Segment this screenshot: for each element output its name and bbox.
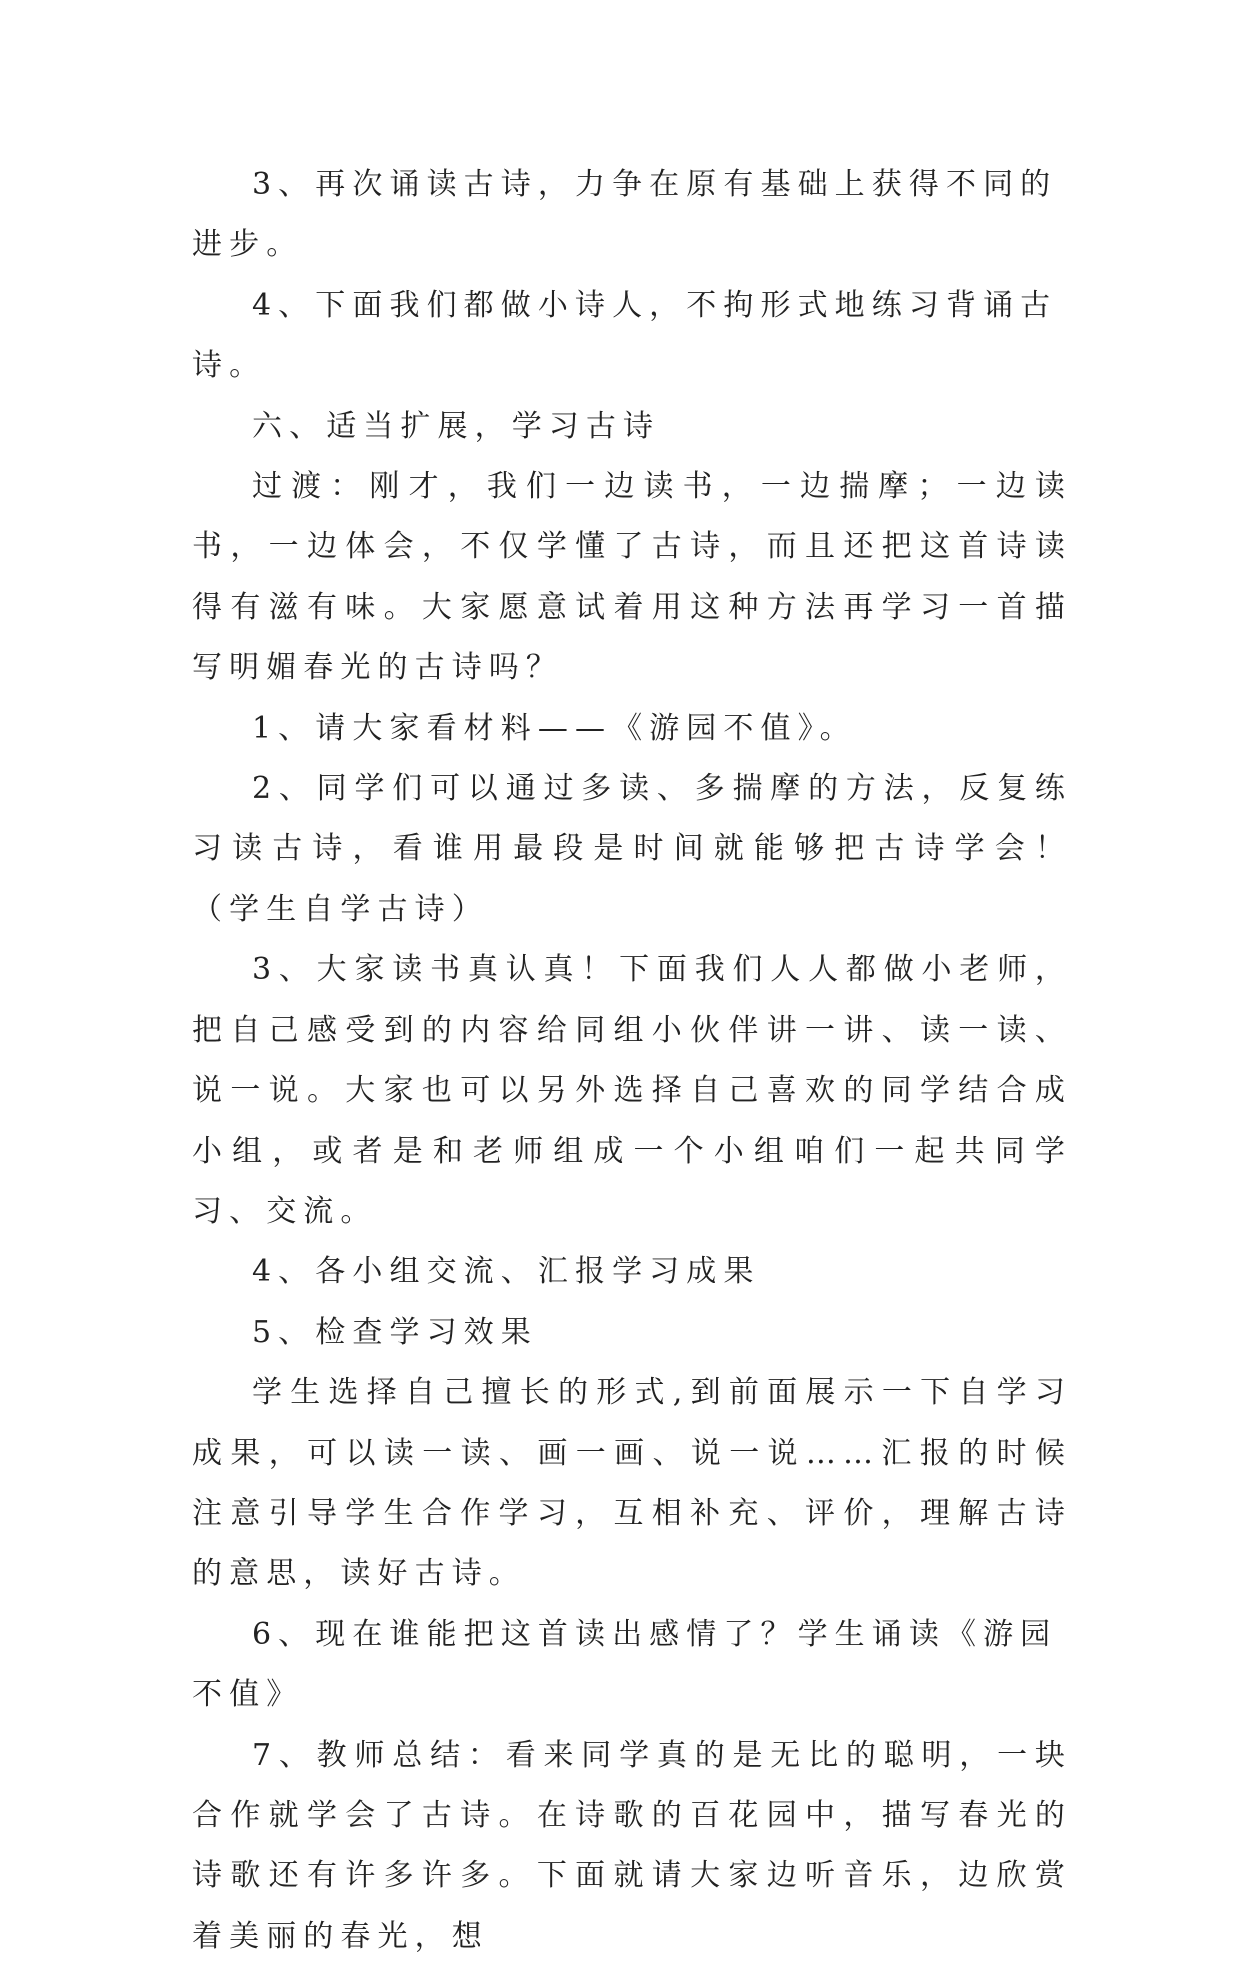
paragraph-step-7: 7、教师总结：看来同学真的是无比的聪明，一块合作就学会了古诗。在诗歌的百花园中，描写春光的诗歌还有许多许多。下面就请大家边听音乐，边欣赏着美丽的春光，想 (192, 1737, 1072, 1954)
document-body (192, 155, 1072, 1967)
paragraph-step-2: 2、同学们可以通过多读、多揣摩的方法，反复练习读古诗，看谁用最段是时间就能够把古诗学会！（学生自学古诗） (192, 771, 1072, 927)
paragraph-step-6: 6、现在谁能把这首读出感情了？学生诵读《游园不值》 (192, 1616, 1058, 1713)
paragraph-step-1: 1、请大家看材料——《游园不值》。 (252, 710, 857, 746)
paragraph-recite-again: 3、再次诵读古诗，力争在原有基础上获得不同的进步。 (192, 167, 1058, 263)
paragraph-little-poets: 4、下面我们都做小诗人，不拘形式地练习背诵古诗。 (192, 287, 1058, 384)
paragraph-step-4: 4、各小组交流、汇报学习成果 (252, 1254, 761, 1290)
paragraph-step-3: 3、大家读书真认真！下面我们人人都做小老师，把自己感受到的内容给同组小伙伴讲一讲、读一读、说一说。大家也可以另外选择自己喜欢的同学结合成小组，或者是和老师组成一个小组咱们一起共同学习、交流。 (192, 952, 1072, 1229)
paragraph-self-study: 学生选择自己擅长的形式,到前面展示一下自学习成果，可以读一读、画一画、说一说……汇报的时候注意引导学生合作学习，互相补充、评价，理解古诗的意思，读好古诗。 (192, 1375, 1072, 1592)
section-heading-expand: 六、适当扩展，学习古诗 (252, 408, 661, 444)
paragraph-transition: 过渡：刚才，我们一边读书，一边揣摩；一边读书，一边体会，不仅学懂了古诗，而且还把这首诗读得有滋有味。大家愿意试着用这种方法再学习一首描写明媚春光的古诗吗？ (192, 469, 1072, 686)
paragraph-step-5: 5、检查学习效果 (252, 1314, 538, 1350)
